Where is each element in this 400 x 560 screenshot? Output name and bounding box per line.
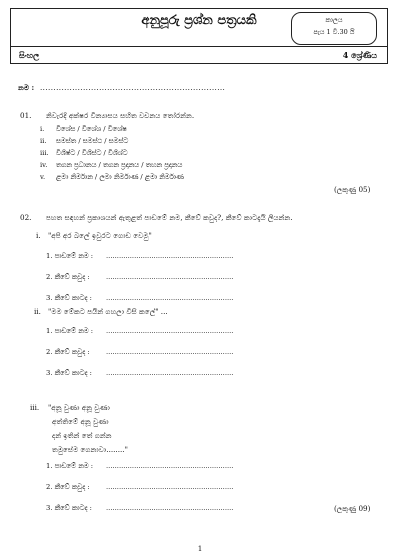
q2-part-num: iii. [30, 403, 40, 412]
q2-part-quote: "අපි අර බලේ ඉවුරට ගොඩ වෙමු" [48, 231, 152, 240]
q2-number: 02. [20, 213, 32, 222]
answer-dots[interactable]: ........................................................... [106, 273, 234, 281]
q1-item-text: විශේස / විශේශ / විශේෂ [56, 125, 127, 133]
answer-dots[interactable]: ........................................................... [106, 504, 234, 512]
grade-label: 4 ශ්‍රේණිය [342, 50, 377, 60]
q1-item-num: iv. [40, 161, 48, 169]
verse-line: දන් ඉතින් තේ ගන්න [52, 431, 112, 440]
name-dots: ..................................................................... [40, 83, 226, 92]
answer-label: 3. කීවේ කාටද : [46, 294, 92, 302]
q2-marks: (ලකුණු 09) [334, 504, 371, 513]
time-value: පැය 1 වි.30 යි [313, 28, 355, 36]
paper-title: අනුපූරු ප්‍රශ්න පත්‍රයකි [141, 13, 257, 28]
q1-item-text: විශිෂ්ට / විශිස්ට / විශිශ්ට [56, 149, 128, 157]
q1-item-text: තගන ප්‍රධානය / තගන ප්‍රදානය / තහන ප්‍රදානය [56, 161, 183, 169]
q1-instruction: නිවැරදි අක්ෂර වින්‍යාසය සහිත වචනය තෝරන්න. [46, 111, 195, 120]
answer-label: 2. කීවේ කවුද : [46, 273, 90, 281]
answer-label: 3. කීවේ කාටද : [46, 369, 92, 377]
header-frame [10, 8, 388, 64]
verse-line: "අනූ වුණා අනූ වුණා [48, 403, 110, 412]
answer-label: 2. කීවේ කවුද : [46, 483, 90, 491]
answer-label: 1. පාඩමේ නම : [46, 327, 94, 335]
q2-part-quote: "මම මේකට පයින් ගහලා විසි කලේ" ... [48, 307, 168, 316]
time-box [291, 12, 377, 45]
answer-dots[interactable]: ........................................................... [106, 369, 234, 377]
page-number: 1 [197, 544, 203, 553]
verse-line: අත්තිමේ අනූ වුණා [52, 417, 109, 426]
q2-part-num: ii. [34, 307, 41, 316]
q1-item-num: ii. [40, 137, 47, 145]
name-label: නම : [18, 83, 35, 92]
q2-instruction: පහත සඳහන් ප්‍රකාශයන් ඇතුළත් පාඩමේ නම, කීවේ කවුද?, කීවේ කාටදැයි ලියන්න. [46, 213, 293, 222]
answer-dots[interactable]: ........................................................... [106, 348, 234, 356]
answer-dots[interactable]: ........................................................... [106, 252, 234, 260]
q1-item-num: i. [40, 125, 45, 133]
answer-label: 1. පාඩමේ නම : [46, 252, 94, 260]
answer-label: 3. කීවේ කාටද : [46, 504, 92, 512]
answer-dots[interactable]: ........................................................... [106, 327, 234, 335]
q1-item-num: iii. [40, 149, 49, 157]
q1-marks: (ලකුණු 05) [334, 185, 371, 194]
q2-part-num: i. [36, 231, 41, 240]
answer-label: 2. කීවේ කවුද : [46, 348, 90, 356]
q1-item-text: ළමා නිර්මාන / ලමා නිර්මාණ / ළමා නිර්මාණ [56, 173, 184, 181]
answer-label: 1. පාඩමේ නම : [46, 462, 94, 470]
q1-item-text: සමස්ත / සමස්ථ / සමස්ට [56, 137, 129, 145]
header-divider [11, 46, 387, 47]
verse-line: තමුසේම ගෙනාවා........" [52, 445, 128, 454]
q1-number: 01. [20, 111, 32, 120]
answer-dots[interactable]: ........................................................... [106, 462, 234, 470]
answer-dots[interactable]: ........................................................... [106, 294, 234, 302]
time-label: කාලය [325, 16, 343, 24]
subject-label: සිංහල [19, 50, 40, 60]
q1-item-num: v. [40, 173, 46, 181]
answer-dots[interactable]: ........................................................... [106, 483, 234, 491]
